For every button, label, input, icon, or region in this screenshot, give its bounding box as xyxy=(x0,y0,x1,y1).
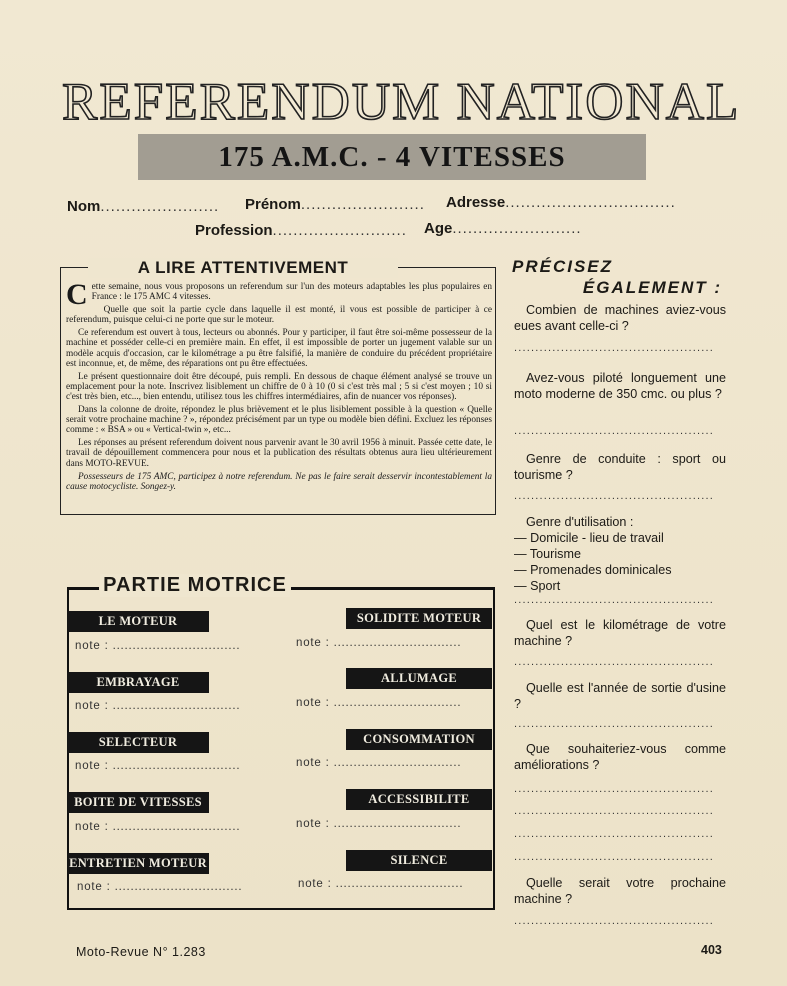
criterion-label: LE MOTEUR xyxy=(67,611,209,632)
dropcap: C xyxy=(66,278,88,311)
adresse-dots: ................................. xyxy=(505,194,676,211)
nom-label: Nom xyxy=(67,198,101,215)
partie-motrice-title: PARTIE MOTRICE xyxy=(100,574,290,597)
nom-dots: ....................... xyxy=(100,198,220,215)
page-title: REFERENDUM NATIONAL xyxy=(62,73,741,131)
question-item xyxy=(514,617,726,649)
answer-line[interactable]: ............................................... xyxy=(514,851,715,863)
instructions-text xyxy=(66,278,492,495)
criterion-label: ACCESSIBILITE xyxy=(346,789,492,810)
question-item xyxy=(514,741,726,773)
criterion-label: ENTRETIEN MOTEUR xyxy=(67,853,209,874)
usage-option[interactable]: — Sport xyxy=(514,579,561,593)
question-item xyxy=(514,302,726,334)
instructions-title: A LIRE ATTENTIVEMENT xyxy=(88,258,398,278)
question-text: Que souhaiteriez-vous comme améliorations ? xyxy=(514,742,726,772)
question-item xyxy=(514,370,726,402)
age-dots: ......................... xyxy=(452,220,582,237)
note-field[interactable]: note : ................................ xyxy=(296,818,462,830)
criterion-label: SELECTEUR xyxy=(67,732,209,753)
instructions-paragraph: Quelle que soit la partie cycle dans laquelle il est monté, il vous est possible de participer à ce referendum, puisque celui-ci ne porte que sur le moteur. xyxy=(66,305,492,326)
question-text: Quelle est l'année de sortie d'usine ? xyxy=(514,681,726,711)
criterion-label: ALLUMAGE xyxy=(346,668,492,689)
question-text: Genre d'utilisation : xyxy=(526,515,634,529)
answer-line[interactable]: ............................................... xyxy=(514,594,715,606)
question-text: Quelle serait votre prochaine machine ? xyxy=(514,876,726,906)
prenom-field[interactable] xyxy=(245,196,425,213)
nom-field[interactable] xyxy=(67,198,219,215)
question-item xyxy=(514,875,726,907)
note-field[interactable]: note : ................................ xyxy=(296,637,462,649)
profession-dots: .......................... xyxy=(272,222,407,239)
adresse-field[interactable] xyxy=(446,194,676,211)
precisez-line1: PRÉCISEZ xyxy=(512,257,614,276)
criterion-label: EMBRAYAGE xyxy=(67,672,209,693)
prenom-label: Prénom xyxy=(245,196,301,213)
answer-line[interactable]: ............................................... xyxy=(514,805,715,817)
note-field[interactable]: note : ................................ xyxy=(75,760,241,772)
usage-option[interactable]: — Domicile - lieu de travail xyxy=(514,531,664,545)
box-top-line xyxy=(291,587,495,590)
criterion-label: CONSOMMATION xyxy=(346,729,492,750)
profession-label: Profession xyxy=(195,222,273,239)
instructions-paragraph: Les réponses au présent referendum doivent nous parvenir avant le 30 avril 1956 à minuit. Passée cette date, le travail de dépouillement commencera pour nous et la publication des résultats obtenus aura lieu ultérieurement dans MOTO-REVUE. xyxy=(66,438,492,469)
answer-line[interactable]: ............................................... xyxy=(514,490,715,502)
note-field[interactable]: note : ................................ xyxy=(75,700,241,712)
age-label: Age xyxy=(424,220,453,237)
question-item xyxy=(514,514,726,594)
note-field[interactable]: note : ................................ xyxy=(296,697,462,709)
criterion-label: SOLIDITE MOTEUR xyxy=(346,608,492,629)
page-number: 403 xyxy=(701,943,722,957)
criterion-label: SILENCE xyxy=(346,850,492,871)
answer-line[interactable]: ............................................... xyxy=(514,656,715,668)
answer-line[interactable]: ............................................... xyxy=(514,342,715,354)
answer-line[interactable]: ............................................... xyxy=(514,425,715,437)
paragraph-text: ette semaine, nous vous proposons un referendum sur l'un des moteurs adaptables les plus populaires en France : le 175 AMC 4 vitesses. xyxy=(91,282,492,303)
question-text: Quel est le kilométrage de votre machine ? xyxy=(514,618,726,648)
criterion-label: BOITE DE VITESSES xyxy=(67,792,209,813)
instructions-paragraph xyxy=(66,278,492,311)
instructions-paragraph: Le présent questionnaire doit être découpé, puis rempli. En dessous de chaque élément analysé se trouve un emplacement pour la note. Inscrivez lisiblement un chiffre de 0 à 10 (0 si c'est très mal ; 5 si c'est moyen ; 10 si c'est très bien, etc..., bien entendu, utilisez tous les chiffres intermédiaires, afin de nuancer vos réponses). xyxy=(66,371,492,402)
question-text: Genre de conduite : sport ou tourisme ? xyxy=(514,452,726,482)
answer-line[interactable]: ............................................... xyxy=(514,828,715,840)
box-top-line xyxy=(67,587,99,590)
answer-line[interactable]: ............................................... xyxy=(514,783,715,795)
answer-line[interactable]: ............................................... xyxy=(514,915,715,927)
question-item xyxy=(514,451,726,483)
instructions-paragraph: Ce referendum est ouvert à tous, lecteurs ou abonnés. Pour y participer, il faut être soi-même possesseur de la machine et posséder celle-ci en première main. En effet, il est impossible de porter un jugement valable sur un modèle acquis d'occasion, car le kilométrage a pu être falsifié, la manière de conduire du précédent propriétaire est inconnue, et, de même, des réparations ont pu être effectuées. xyxy=(66,328,492,369)
question-item xyxy=(514,680,726,712)
footer-publication: Moto-Revue N° 1.283 xyxy=(76,945,206,959)
prenom-dots: ........................ xyxy=(300,196,425,213)
note-field[interactable]: note : ................................ xyxy=(77,881,243,893)
note-field[interactable]: note : ................................ xyxy=(298,878,464,890)
note-field[interactable]: note : ................................ xyxy=(75,821,241,833)
note-field[interactable]: note : ................................ xyxy=(296,757,462,769)
precisez-line2: ÉGALEMENT : xyxy=(582,278,722,297)
usage-option[interactable]: — Tourisme xyxy=(514,547,581,561)
instructions-paragraph: Possesseurs de 175 AMC, participez à notre referendum. Ne pas le faire serait desservir incontestablement la cause motocycliste. Songez-y. xyxy=(66,471,492,492)
answer-line[interactable]: ............................................... xyxy=(514,718,715,730)
usage-option[interactable]: — Promenades dominicales xyxy=(514,563,672,577)
instructions-paragraph: Dans la colonne de droite, répondez le plus brièvement et le plus lisiblement possible à la question « Quelle serait votre prochaine machine ? », répondez précisément par un type ou modèle bien défini. Excluez les réponses comme : « BSA » ou « Vertical-twin », etc... xyxy=(66,405,492,436)
profession-field[interactable] xyxy=(195,222,407,239)
precisez-heading xyxy=(512,256,722,298)
question-text: Avez-vous piloté longuement une moto moderne de 350 cmc. ou plus ? xyxy=(514,371,726,401)
age-field[interactable] xyxy=(424,220,582,237)
note-field[interactable]: note : ................................ xyxy=(75,640,241,652)
page-subtitle: 175 A.M.C. - 4 VITESSES xyxy=(138,134,646,180)
question-text: Combien de machines aviez-vous eues avant celle-ci ? xyxy=(514,303,726,333)
adresse-label: Adresse xyxy=(446,194,506,211)
